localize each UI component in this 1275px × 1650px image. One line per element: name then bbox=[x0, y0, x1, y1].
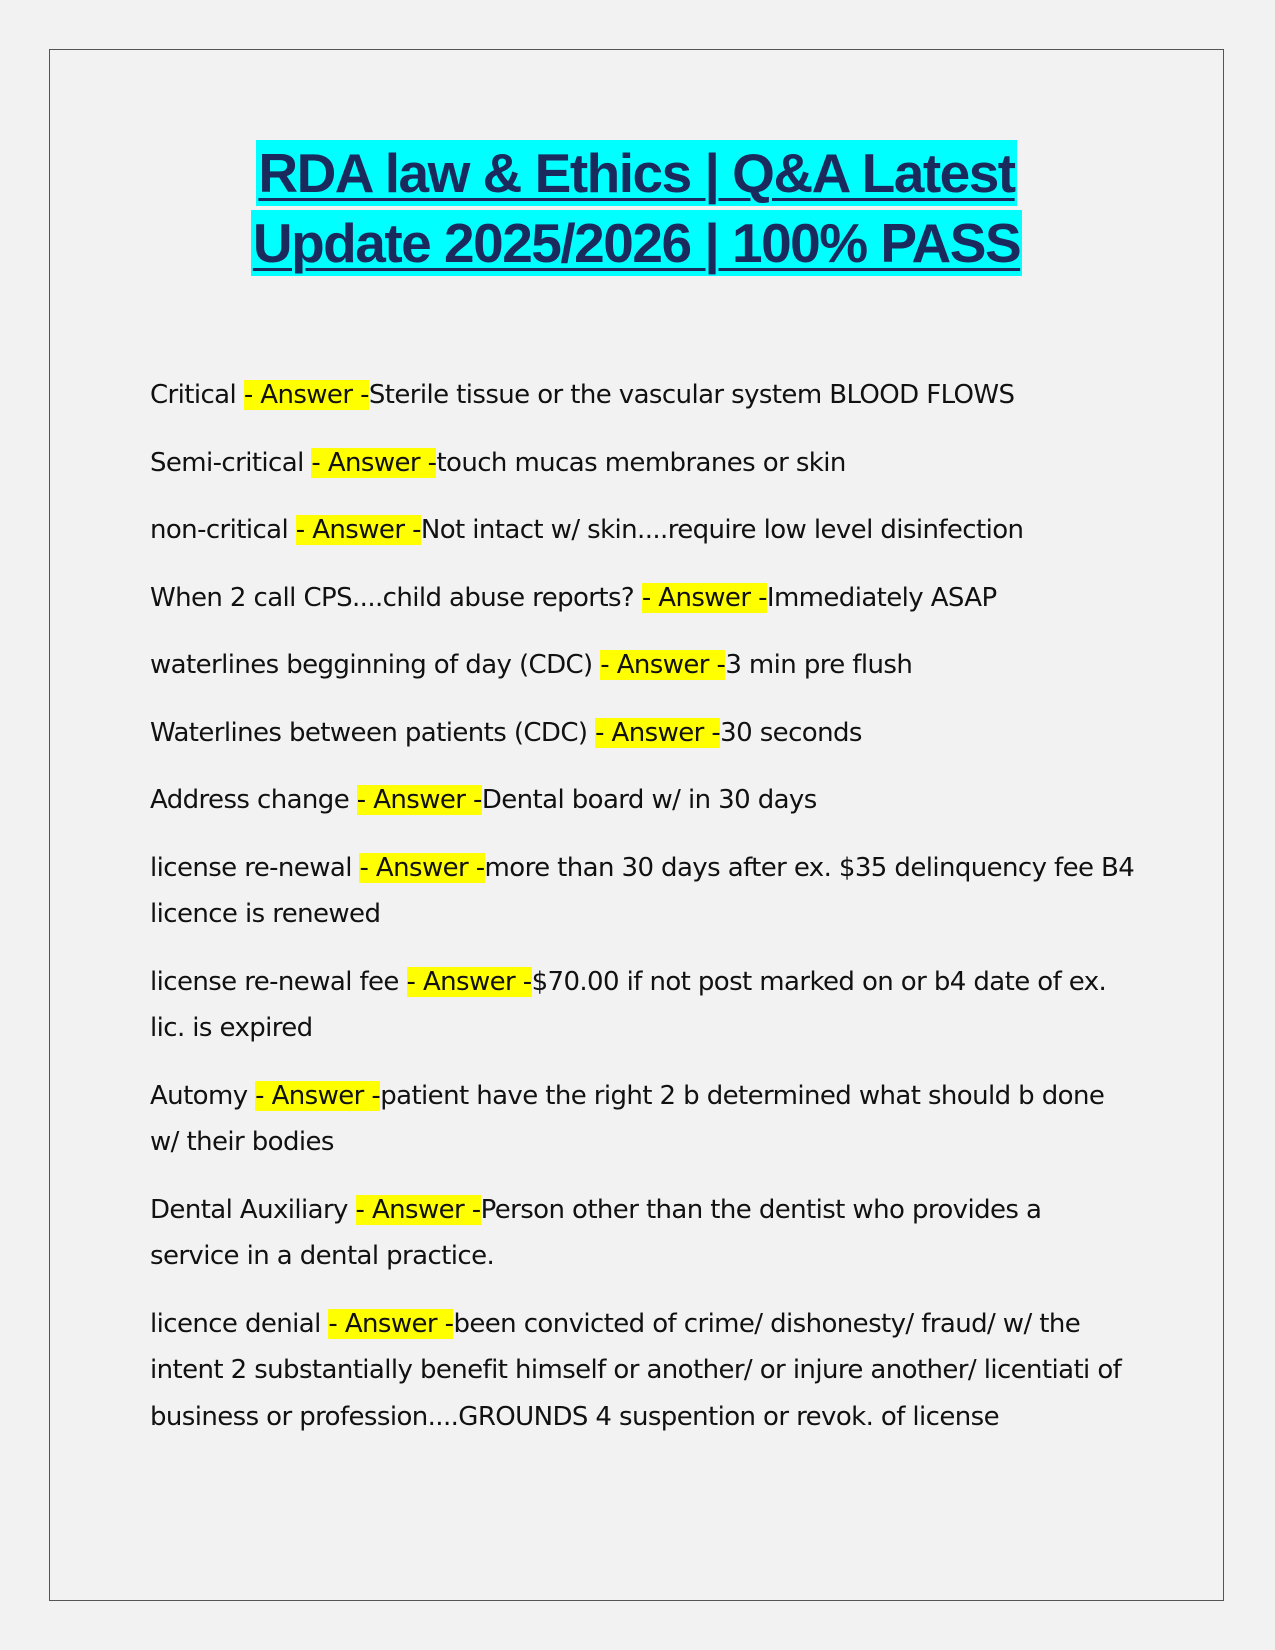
answer-text: more than 30 days after ex. $35 delinquency fee B4 licence is renewed bbox=[150, 852, 1135, 929]
qa-item bbox=[150, 575, 1135, 622]
answer-marker: - Answer - bbox=[295, 515, 421, 545]
answer-text: been convicted of crime/ dishonesty/ fraud/ w/ the intent 2 substantially benefit himself or another/ or injure another/ licentiati of business or profession....GROUNDS 4 suspention or revok. of license bbox=[150, 1308, 1122, 1432]
question-term: non-critical bbox=[150, 515, 296, 545]
question-term: Dental Auxiliary bbox=[150, 1194, 356, 1225]
answer-marker: - Answer - bbox=[355, 1194, 481, 1225]
qa-item bbox=[150, 372, 1135, 419]
answer-text: Not intact w/ skin....require low level disinfection bbox=[420, 515, 1024, 545]
answer-text: 30 seconds bbox=[720, 717, 862, 748]
answer-text: Person other than the dentist who provides a service in a dental practice. bbox=[150, 1194, 1042, 1271]
question-term: Semi-critical bbox=[150, 447, 312, 478]
qa-item bbox=[150, 959, 1135, 1052]
qa-item bbox=[150, 1301, 1135, 1441]
answer-text: Immediately ASAP bbox=[766, 582, 997, 613]
answer-text: $70.00 if not post marked on or b4 date of ex. lic. is expired bbox=[150, 966, 1107, 1043]
title-line-2: Update 2025/2026 | 100% PASS bbox=[252, 212, 1021, 274]
question-term: Automy bbox=[150, 1080, 256, 1111]
qa-item bbox=[150, 710, 1135, 757]
question-term: Critical bbox=[150, 380, 244, 410]
answer-marker: - Answer - bbox=[600, 650, 726, 680]
answer-marker: - Answer - bbox=[356, 785, 482, 815]
question-term: licence denial bbox=[150, 1308, 329, 1339]
qa-item bbox=[150, 440, 1135, 487]
answer-marker: - Answer - bbox=[328, 1308, 454, 1339]
question-term: license re-newal fee bbox=[150, 966, 407, 997]
answer-marker: - Answer - bbox=[255, 1080, 381, 1111]
answer-text: Sterile tissue or the vascular system BLOOD FLOWS bbox=[368, 380, 1015, 410]
document-title bbox=[49, 140, 1224, 276]
answer-text: patient have the right 2 b determined what should b done w/ their bodies bbox=[150, 1080, 1105, 1157]
question-term: Address change bbox=[150, 785, 357, 815]
answer-marker: - Answer - bbox=[359, 852, 485, 883]
title-line-1: RDA law & Ethics | Q&A Latest bbox=[258, 142, 1015, 204]
qa-item bbox=[150, 507, 1135, 554]
answer-marker: - Answer - bbox=[243, 380, 369, 410]
qa-item bbox=[150, 1073, 1135, 1166]
answer-text: 3 min pre flush bbox=[725, 650, 913, 680]
answer-marker: - Answer - bbox=[406, 966, 532, 997]
answer-text: Dental board w/ in 30 days bbox=[481, 785, 817, 815]
question-term: When 2 call CPS....child abuse reports? bbox=[150, 582, 642, 613]
qa-item bbox=[150, 1187, 1135, 1280]
question-term: waterlines begginning of day (CDC) bbox=[150, 650, 601, 680]
answer-marker: - Answer - bbox=[595, 717, 721, 748]
question-term: Waterlines between patients (CDC) bbox=[150, 717, 596, 748]
question-term: license re-newal bbox=[150, 852, 360, 883]
qa-list bbox=[150, 372, 1135, 1461]
answer-text: touch mucas membranes or skin bbox=[436, 447, 846, 478]
qa-item bbox=[150, 845, 1135, 938]
qa-item bbox=[150, 777, 1135, 824]
answer-marker: - Answer - bbox=[311, 447, 437, 478]
answer-marker: - Answer - bbox=[641, 582, 767, 613]
qa-item bbox=[150, 642, 1135, 689]
